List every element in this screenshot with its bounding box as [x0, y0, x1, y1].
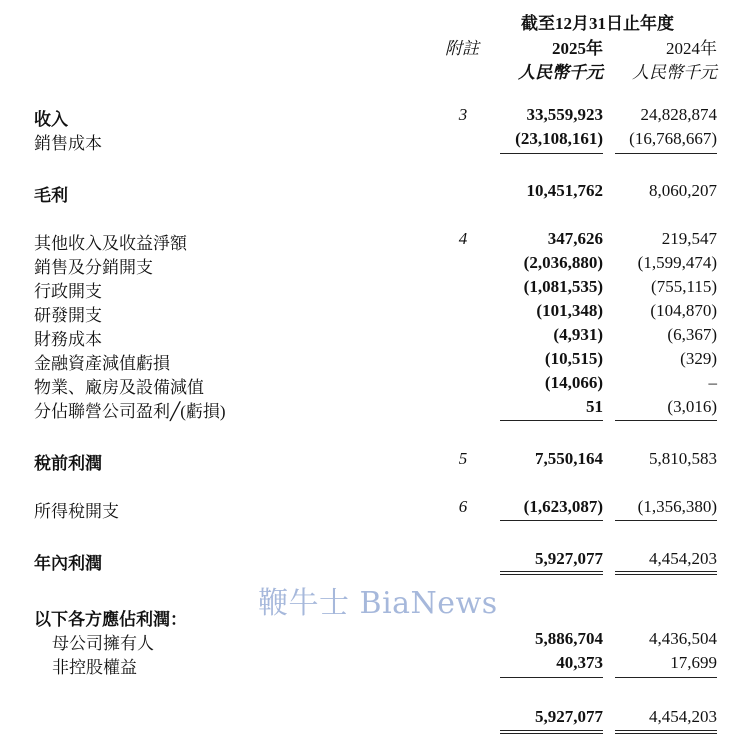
value-2025: (23,108,161)	[515, 129, 603, 148]
row-label-revenue: 收入	[34, 110, 68, 129]
value-2024: (16,768,667)	[629, 129, 717, 148]
subtotal-rule	[615, 420, 717, 421]
currency-2024-heading: 人民幣千元	[632, 63, 717, 82]
value-2024: (329)	[680, 349, 717, 368]
note-ref: 4	[458, 229, 468, 248]
value-2024: (3,016)	[667, 397, 717, 416]
value-2025: (14,066)	[544, 373, 603, 392]
value-2024: (755,115)	[651, 277, 717, 296]
note-column-heading: 附註	[445, 39, 479, 58]
double-rule-top	[500, 730, 603, 731]
value-2025: (1,081,535)	[523, 277, 603, 296]
period-heading: 截至12月31日止年度	[521, 14, 674, 33]
value-2025: (1,623,087)	[523, 497, 603, 516]
row-label-selling-expenses: 銷售及分銷開支	[34, 258, 153, 277]
value-2024: 17,699	[670, 653, 717, 672]
double-rule-bottom	[500, 733, 603, 734]
value-2024: 8,060,207	[649, 181, 717, 200]
value-2024: 4,436,504	[649, 629, 717, 648]
value-2024: (104,870)	[650, 301, 717, 320]
value-2024: 24,828,874	[640, 105, 717, 124]
subtotal-rule	[500, 420, 603, 421]
row-label-non-controlling-interests: 非控股權益	[52, 658, 137, 677]
value-2025: (10,515)	[544, 349, 603, 368]
subtotal-rule	[500, 520, 603, 521]
row-label-rd-expenses: 研發開支	[34, 306, 102, 325]
row-label-profit-for-year: 年內利潤	[34, 554, 102, 573]
value-2024: 219,547	[661, 229, 717, 248]
row-label-finance-costs: 財務成本	[34, 330, 102, 349]
row-label-owners-of-parent: 母公司擁有人	[52, 634, 154, 653]
currency-2025-heading: 人民幣千元	[518, 63, 603, 82]
row-label-share-of-associates: 分佔聯營公司盈利╱(虧損)	[34, 402, 226, 421]
value-2025: 51	[586, 397, 603, 416]
value-2025-total: 5,927,077	[535, 707, 603, 726]
value-2025: 5,886,704	[535, 629, 603, 648]
double-rule-bottom	[500, 574, 603, 575]
value-2024: (1,356,380)	[637, 497, 717, 516]
value-2025: 33,559,923	[526, 105, 603, 124]
value-2024: (1,599,474)	[637, 253, 717, 272]
value-2024: (6,367)	[667, 325, 717, 344]
value-2025: 347,626	[547, 229, 603, 248]
row-label-profit-before-tax: 稅前利潤	[34, 454, 102, 473]
row-label-admin-expenses: 行政開支	[34, 282, 102, 301]
value-2025: 5,927,077	[535, 549, 603, 568]
row-label-cost-of-sales: 銷售成本	[34, 134, 102, 153]
double-rule-top	[615, 730, 717, 731]
subtotal-rule	[615, 677, 717, 678]
value-2024: –	[708, 373, 717, 392]
note-ref: 3	[458, 105, 468, 124]
value-2025: (4,931)	[553, 325, 603, 344]
year-2024-heading: 2024年	[666, 39, 717, 58]
value-2025: (101,348)	[536, 301, 603, 320]
row-label-impairment-financial-assets: 金融資產減值虧損	[34, 354, 170, 373]
double-rule-top	[500, 571, 603, 572]
row-label-attributable-to: 以下各方應佔利潤：	[34, 610, 187, 629]
subtotal-rule	[615, 153, 717, 154]
row-label-other-income: 其他收入及收益淨額	[34, 234, 187, 253]
value-2025: 10,451,762	[526, 181, 603, 200]
value-2024-total: 4,454,203	[649, 707, 717, 726]
value-2025: (2,036,880)	[523, 253, 603, 272]
note-ref: 5	[458, 449, 468, 468]
bianews-watermark: 鞭牛士 BiaNews	[258, 586, 498, 621]
subtotal-rule	[615, 520, 717, 521]
year-2025-heading: 2025年	[552, 39, 603, 58]
subtotal-rule	[500, 677, 603, 678]
double-rule-bottom	[615, 733, 717, 734]
value-2024: 5,810,583	[649, 449, 717, 468]
value-2024: 4,454,203	[649, 549, 717, 568]
subtotal-rule	[500, 153, 603, 154]
note-ref: 6	[458, 497, 468, 516]
row-label-income-tax: 所得稅開支	[34, 502, 119, 521]
row-label-impairment-ppe: 物業、廠房及設備減值	[34, 378, 204, 397]
value-2025: 40,373	[556, 653, 603, 672]
double-rule-top	[615, 571, 717, 572]
double-rule-bottom	[615, 574, 717, 575]
row-label-gross-profit: 毛利	[34, 186, 68, 205]
value-2025: 7,550,164	[535, 449, 603, 468]
